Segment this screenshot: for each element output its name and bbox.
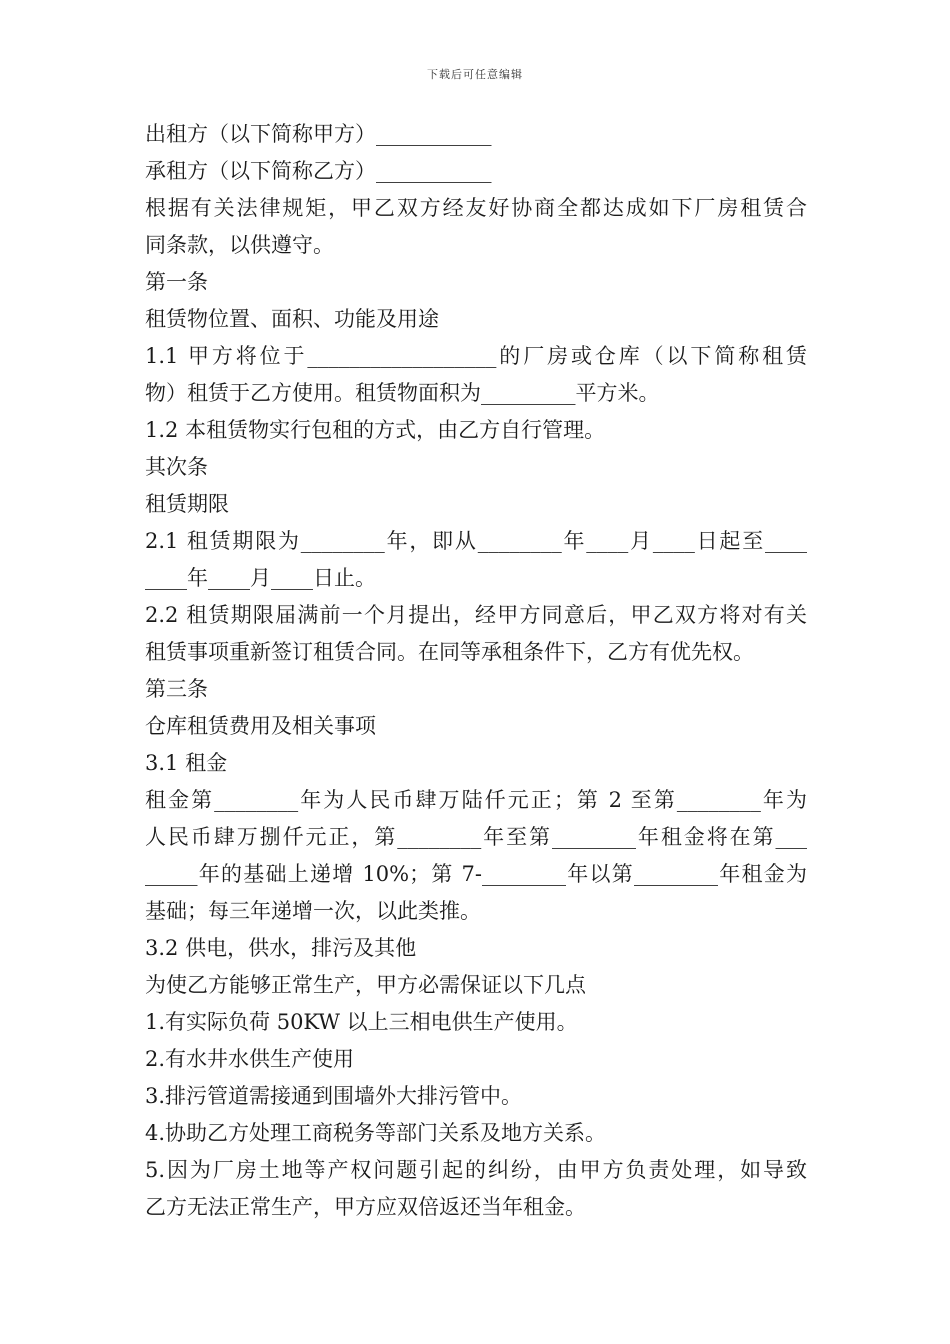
preamble-line-1: 根据有关法律规矩，甲乙双方经友好协商全都达成如下厂房租赁合 xyxy=(145,196,807,220)
article-3-heading: 第三条 xyxy=(145,677,208,701)
article-1-title: 租赁物位置、面积、功能及用途 xyxy=(145,307,439,331)
list-item-5-line-2: 乙方无法正常生产，甲方应双倍返还当年租金。 xyxy=(145,1195,586,1219)
article-2-title: 租赁期限 xyxy=(145,492,229,516)
list-item-5-line-1: 5.因为厂房土地等产权问题引起的纠纷，由甲方负责处理，如导致 xyxy=(145,1158,807,1182)
list-item-4: 4.协助乙方处理工商税务等部门关系及地方关系。 xyxy=(145,1121,607,1145)
article-1-heading: 第一条 xyxy=(145,270,208,294)
clause-2-1-line-1: 2.1 租赁期限为________年，即从________年____月____日起至____ xyxy=(145,529,807,553)
contract-body xyxy=(145,116,807,1226)
clause-3-1-heading: 3.1 租金 xyxy=(145,751,228,775)
list-item-2: 2.有水井水供生产使用 xyxy=(145,1047,355,1071)
lessor-line: 出租方（以下简称甲方）___________ xyxy=(145,122,492,146)
rent-line-4: 基础；每三年递增一次，以此类推。 xyxy=(145,899,481,923)
article-3-title: 仓库租赁费用及相关事项 xyxy=(145,714,376,738)
clause-2-2-line-2: 租赁事项重新签订租赁合同。在同等承租条件下，乙方有优先权。 xyxy=(145,640,754,664)
rent-line-1: 租金第________年为人民币肆万陆仟元正；第 2 至第________年为 xyxy=(145,788,807,812)
clause-1-2: 1.2 本租赁物实行包租的方式，由乙方自行管理。 xyxy=(145,418,606,442)
list-item-1: 1.有实际负荷 50KW 以上三相电供生产使用。 xyxy=(145,1010,578,1034)
clause-3-2-heading: 3.2 供电，供水，排污及其他 xyxy=(145,936,417,960)
clause-2-1-line-2: ____年____月____日止。 xyxy=(145,566,376,590)
list-item-3: 3.排污管道需接通到围墙外大排污管中。 xyxy=(145,1084,523,1108)
clause-3-2-intro: 为使乙方能够正常生产，甲方必需保证以下几点 xyxy=(145,973,586,997)
article-2-heading: 其次条 xyxy=(145,455,208,479)
clause-2-2-line-1: 2.2 租赁期限届满前一个月提出，经甲方同意后，甲乙双方将对有关 xyxy=(145,603,807,627)
clause-1-1-line-2: 物）租赁于乙方使用。租赁物面积为_________平方米。 xyxy=(145,381,660,405)
preamble-line-2: 同条款，以供遵守。 xyxy=(145,233,334,257)
page-header-note: 下载后可任意编辑 xyxy=(427,68,523,81)
rent-line-3: _____年的基础上递增 10%；第 7-________年以第________年租金为 xyxy=(145,862,807,886)
lessee-line: 承租方（以下简称乙方）___________ xyxy=(145,159,492,183)
rent-line-2: 人民币肆万捌仟元正，第________年至第________年租金将在第___ xyxy=(145,825,807,849)
clause-1-1-line-1: 1.1 甲方将位于__________________的厂房或仓库（以下简称租赁 xyxy=(145,344,807,368)
